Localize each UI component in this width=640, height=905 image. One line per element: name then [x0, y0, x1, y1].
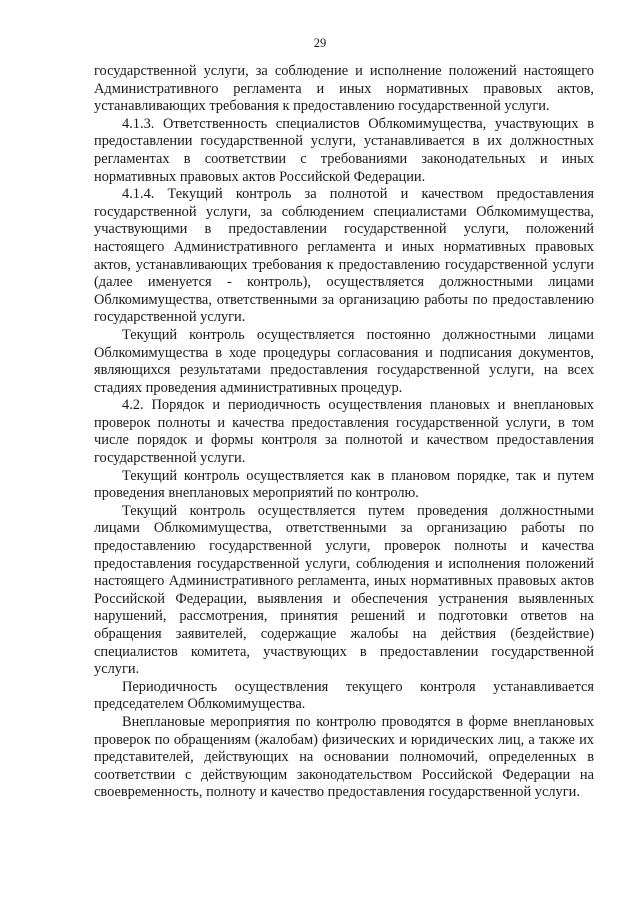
paragraph-current-control-constant: Текущий контроль осуществляется постоянно должностными лицами Облкомимущества в ходе процедуры согласования и подписания документов, являющихся результатами предоставления государственной услуги, на всех стадиях проведения административных процедур. — [94, 326, 594, 396]
paragraph-4-1-3: 4.1.3. Ответственность специалистов Облкомимущества, участвующих в предоставлении государственной услуги, устанавливается в их должностных регламентах в соответствии с требованиями законодательных и иных нормативных правовых актов Российской Федерации. — [94, 115, 594, 185]
paragraph-current-control-method: Текущий контроль осуществляется путем проведения должностными лицами Облкомимущества, ответственными за организацию работы по предоставлению государственной услуги, проверок полноты и качества предоставления государственной услуги, соблюдения и исполнения положений настоящего Административного регламента, иных нормативных правовых актов Российской Федерации, выявления и обеспечения устранения выявленных нарушений, рассмотрения, принятия решений и подготовки ответов на обращения заявителей, содержащие жалобы на действия (бездействие) специалистов комитета, участвующих в предоставлении государственной услуги. — [94, 502, 594, 678]
document-body — [94, 63, 594, 802]
paragraph-unplanned-measures: Внеплановые мероприятия по контролю проводятся в форме внеплановых проверок по обращениям (жалобам) физических и юридических лиц, а также их представителей, действующих на основании полномочий, определенных в соответствии с действующим законодательством Российской Федерации на своевременность, полноту и качество предоставления государственной услуги. — [94, 713, 594, 801]
paragraph-current-control-planned: Текущий контроль осуществляется как в плановом порядке, так и путем проведения внеплановых мероприятий по контролю. — [94, 467, 594, 502]
page-number: 29 — [313, 36, 327, 50]
paragraph-4-2: 4.2. Порядок и периодичность осуществления плановых и внеплановых проверок полноты и качества предоставления государственной услуги, в том числе порядок и формы контроля за полнотой и качеством предоставления государственной услуги. — [94, 397, 594, 467]
paragraph-periodicity: Периодичность осуществления текущего контроля устанавливается председателем Облкомимущества. — [94, 678, 594, 713]
paragraph-continuation: государственной услуги, за соблюдение и исполнение положений настоящего Административного регламента и иных нормативных правовых актов, устанавливающих требования к предоставлению государственной услуги. — [94, 63, 594, 115]
paragraph-4-1-4: 4.1.4. Текущий контроль за полнотой и качеством предоставления государственной услуги, за соблюдением специалистами Облкомимущества, участвующими в предоставлении государственной услуги, положений настоящего Административного регламента и иных нормативных правовых актов, устанавливающих требования к предоставлению государственной услуги (далее именуется - контроль), осуществляется должностными лицами Облкомимущества, ответственными за организацию работы по предоставлению государственной услуги. — [94, 186, 594, 326]
